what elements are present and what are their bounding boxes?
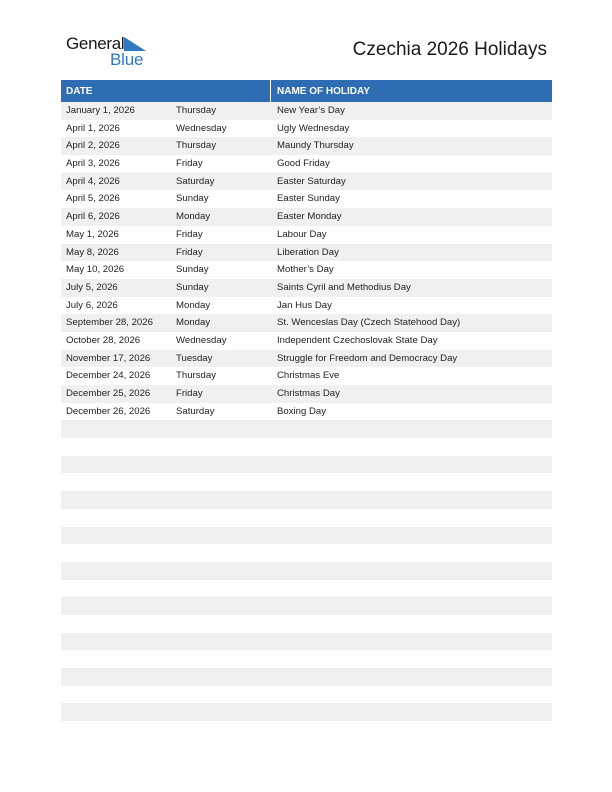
date-cell: July 5, 2026 — [66, 281, 118, 293]
table-row — [61, 261, 552, 279]
day-cell: Wednesday — [176, 334, 227, 346]
day-cell: Monday — [176, 317, 211, 329]
table-row — [61, 420, 552, 438]
date-cell: April 6, 2026 — [66, 211, 120, 223]
date-cell: April 2, 2026 — [66, 140, 120, 152]
table-row — [61, 438, 552, 456]
date-cell: April 1, 2026 — [66, 122, 120, 134]
day-cell: Sunday — [176, 193, 209, 205]
date-cell: July 6, 2026 — [66, 299, 118, 311]
page-title: Czechia 2026 Holidays — [352, 39, 547, 60]
date-cell: May 8, 2026 — [66, 246, 119, 258]
table-row — [61, 615, 552, 633]
holiday-name-cell: Ugly Wednesday — [277, 122, 350, 134]
table-row — [61, 102, 552, 120]
table-row — [61, 155, 552, 173]
table-row — [61, 527, 552, 545]
holiday-name-cell: Easter Sunday — [277, 193, 340, 205]
date-cell: December 25, 2026 — [66, 388, 151, 399]
table-row — [61, 403, 552, 421]
logo-triangle-icon — [124, 37, 146, 51]
day-cell: Saturday — [176, 175, 215, 187]
day-cell: Thursday — [176, 140, 216, 152]
table-row — [61, 562, 552, 580]
date-cell: December 26, 2026 — [66, 405, 151, 417]
table-row — [61, 456, 552, 474]
table-row — [61, 509, 552, 527]
day-cell: Sunday — [176, 264, 209, 276]
day-cell: Wednesday — [176, 122, 227, 134]
holiday-name-cell: Christmas Day — [277, 388, 340, 399]
table-row — [61, 686, 552, 704]
holiday-name-cell: Jan Hus Day — [277, 299, 332, 311]
table-row — [61, 597, 552, 615]
holiday-name-cell: Mother’s Day — [277, 264, 334, 276]
date-cell: December 24, 2026 — [66, 370, 151, 382]
logo-general-text: General — [66, 34, 125, 53]
table-row — [61, 633, 552, 651]
holiday-name-cell: Labour Day — [277, 228, 327, 240]
table-row — [61, 314, 552, 332]
day-cell: Friday — [176, 388, 203, 399]
generalblue-logo — [66, 34, 156, 70]
table-row — [61, 721, 552, 739]
table-row — [61, 332, 552, 350]
table-row — [61, 279, 552, 297]
logo-blue-text: Blue — [110, 50, 144, 69]
holiday-name-cell: Good Friday — [277, 158, 330, 170]
table-row — [61, 190, 552, 208]
table-row — [61, 473, 552, 491]
holiday-name-cell: New Year’s Day — [277, 105, 345, 116]
date-cell: May 10, 2026 — [66, 264, 125, 276]
table-row — [61, 226, 552, 244]
holiday-name-cell: Easter Monday — [277, 211, 342, 223]
day-cell: Friday — [176, 158, 203, 170]
header-divider — [270, 80, 271, 102]
holiday-name-cell: Christmas Eve — [277, 370, 340, 382]
day-cell: Thursday — [176, 370, 216, 382]
table-body — [61, 102, 552, 739]
table-row — [61, 350, 552, 368]
holiday-name-cell: Maundy Thursday — [277, 140, 354, 152]
table-row — [61, 173, 552, 191]
table-row — [61, 244, 552, 262]
date-cell: April 3, 2026 — [66, 158, 120, 170]
date-cell: May 1, 2026 — [66, 228, 119, 240]
table-row — [61, 297, 552, 315]
day-cell: Thursday — [176, 105, 216, 116]
table-row — [61, 668, 552, 686]
day-cell: Friday — [176, 228, 203, 240]
day-cell: Friday — [176, 246, 203, 258]
table-row — [61, 580, 552, 598]
holiday-name-cell: Independent Czechoslovak State Day — [277, 334, 438, 346]
day-cell: Monday — [176, 299, 211, 311]
date-cell: September 28, 2026 — [66, 317, 153, 329]
table-row — [61, 703, 552, 721]
holiday-table — [61, 80, 552, 739]
table-row — [61, 385, 552, 403]
table-row — [61, 137, 552, 155]
day-cell: Saturday — [176, 405, 215, 417]
date-cell: April 5, 2026 — [66, 193, 120, 205]
holiday-name-cell: Liberation Day — [277, 246, 339, 258]
table-row — [61, 544, 552, 562]
table-row — [61, 367, 552, 385]
holiday-name-cell: Saints Cyril and Methodius Day — [277, 281, 411, 293]
header-date: DATE — [66, 86, 93, 97]
holiday-name-cell: Struggle for Freedom and Democracy Day — [277, 352, 458, 364]
table-row — [61, 120, 552, 138]
header-holiday-name: NAME OF HOLIDAY — [277, 86, 370, 97]
table-row — [61, 208, 552, 226]
date-cell: January 1, 2026 — [66, 105, 135, 116]
date-cell: April 4, 2026 — [66, 175, 120, 187]
table-header — [61, 80, 552, 102]
table-row — [61, 650, 552, 668]
date-cell: November 17, 2026 — [66, 352, 151, 364]
holiday-name-cell: St. Wenceslas Day (Czech Statehood Day) — [277, 317, 461, 329]
table-row — [61, 491, 552, 509]
day-cell: Sunday — [176, 281, 209, 293]
holiday-name-cell: Boxing Day — [277, 405, 327, 417]
day-cell: Monday — [176, 211, 211, 223]
day-cell: Tuesday — [176, 352, 213, 364]
date-cell: October 28, 2026 — [66, 334, 141, 346]
holiday-name-cell: Easter Saturday — [277, 175, 346, 187]
